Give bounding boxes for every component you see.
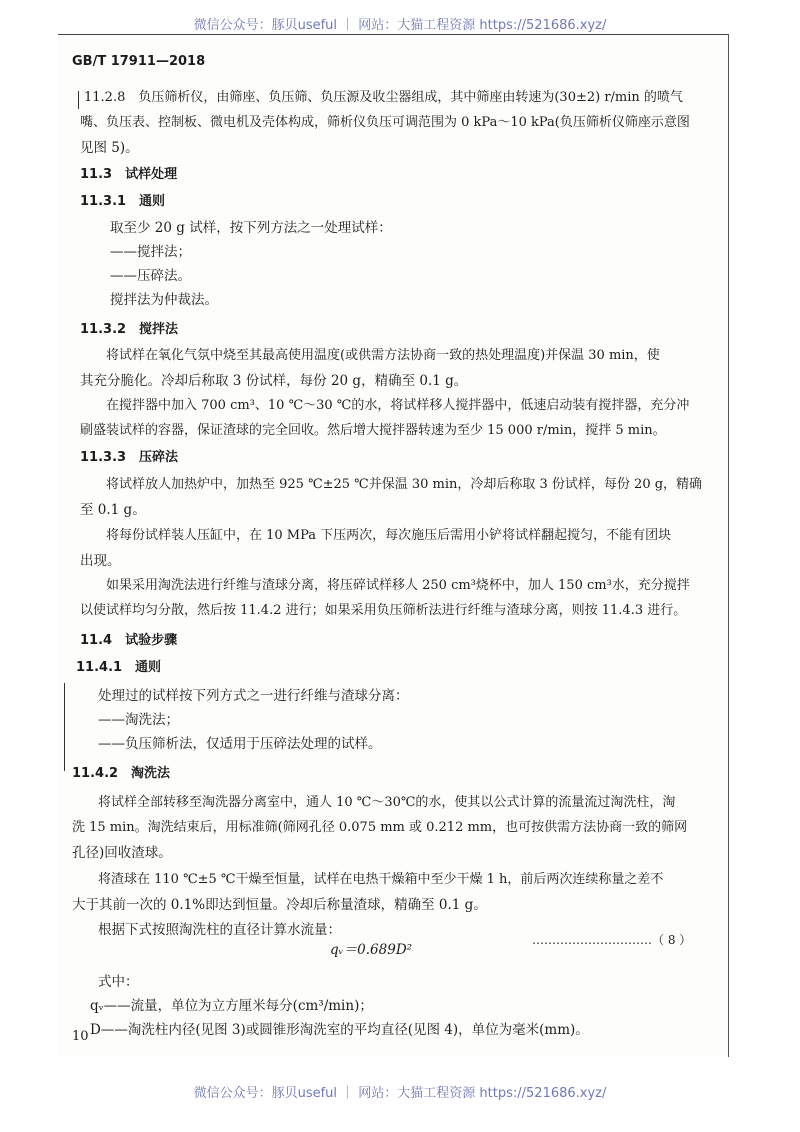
section-heading: 11.3.2 搅拌法	[80, 322, 179, 337]
change-bar	[78, 91, 79, 109]
paragraph-line: 嘴、负压表、控制板、微电机及壳体构成，筛析仪负压可调范围为 0 kPa～10 kPa(负压筛析仪筛座示意图	[80, 115, 690, 130]
list-item: ——负压筛析法，仅适用于压碎法处理的试样。	[98, 736, 382, 752]
paragraph-line: 将试样全部转移至淘洗器分离室中，通人 10 ℃～30℃的水，使其以公式计算的流量流过淘洗柱，淘	[98, 795, 676, 810]
standard-number: GB/T 17911—2018	[72, 54, 206, 69]
watermark-top: 微信公众号：豚贝useful ｜ 网站：大猫工程资源 https://521686.xyz/	[193, 18, 607, 33]
paragraph-line: 孔径)回收渣球。	[72, 845, 172, 861]
paragraph-line: 将试样放人加热炉中，加热至 925 ℃±25 ℃并保温 30 min，冷却后称取 3 份试样，每份 20 g，精确	[106, 477, 703, 492]
paragraph-line: 如果采用淘洗法进行纤维与渣球分离，将压碎试样移人 250 cm³烧杯中，加人 150 cm³水，充分搅拌	[106, 578, 690, 593]
paragraph-line: 以使试样均匀分散，然后按 11.4.2 进行；如果采用负压筛析法进行纤维与渣球分离，则按 11.4.3 进行。	[80, 603, 687, 618]
paragraph-line: 搅拌法为仲裁法。	[110, 292, 218, 308]
list-item: ——搅拌法；	[110, 244, 191, 260]
watermark-bottom: 微信公众号：豚贝useful ｜ 网站：大猫工程资源 https://521686.xyz/	[193, 1086, 607, 1101]
paragraph-line: 根据下式按照淘洗柱的直径计算水流量：	[98, 922, 341, 938]
paragraph-line: 洗 15 min。淘洗结束后，用标准筛(筛网孔径 0.075 mm 或 0.212 mm，也可按供需方法协商一致的筛网	[72, 820, 688, 835]
section-heading: 11.4.1 通则	[76, 660, 162, 675]
paragraph-line: 见图 5)。	[80, 140, 139, 156]
paragraph-line: 大于其前一次的 0.1%即达到恒量。冷却后称量渣球，精确至 0.1 g。	[72, 897, 487, 913]
where-label: 式中：	[98, 974, 139, 990]
paragraph-line: 至 0.1 g。	[80, 502, 146, 518]
section-heading: 11.4.2 淘洗法	[72, 766, 171, 781]
formula: qᵥ＝0.689D²	[330, 942, 413, 958]
paragraph-line: 其充分脆化。冷却后称取 3 份试样，每份 20 g，精确至 0.1 g。	[80, 373, 468, 389]
paragraph-line: 将渣球在 110 ℃±5 ℃干燥至恒量，试样在电热干燥箱中至少干燥 1 h，前后两次连续称量之差不	[98, 872, 664, 887]
paragraph-line: 出现。	[80, 553, 121, 569]
paragraph-line: 取至少 20 g 试样，按下列方法之一处理试样：	[110, 220, 392, 236]
list-item: ——压碎法。	[110, 268, 191, 284]
change-bar	[64, 683, 65, 771]
paragraph-line: 刷盛装试样的容器，保证渣球的完全回收。然后增大搅拌器转速为至少 15 000 r/min，搅拌 5 min。	[80, 423, 666, 438]
section-heading: 11.3 试样处理	[80, 167, 178, 182]
paragraph-line: 将每份试样装人压缸中，在 10 MPa 下压两次，每次施压后需用小铲将试样翻起搅匀，不能有团块	[106, 528, 672, 543]
section-heading: 11.4 试验步骤	[80, 633, 178, 648]
list-item: ——淘洗法；	[98, 712, 179, 728]
section-heading: 11.3.1 通则	[80, 194, 166, 209]
section-heading: 11.3.3 压碎法	[80, 450, 179, 465]
page-number: 10	[72, 1029, 89, 1044]
variable-definition: qᵥ——流量，单位为立方厘米每分(cm³/min)；	[90, 998, 373, 1014]
paragraph-line: 在搅拌器中加入 700 cm³、10 ℃～30 ℃的水，将试样移人搅拌器中，低速启动装有搅拌器，充分冲	[106, 398, 690, 413]
paragraph-line: 处理过的试样按下列方式之一进行纤维与渣球分离：	[98, 688, 409, 704]
formula-reference: …………………………（ 8 ）	[532, 933, 692, 947]
document-page	[58, 34, 729, 1057]
paragraph-line: 将试样在氧化气氛中烧至其最高使用温度(或供需方法协商一致的热处理温度)并保温 30 min，使	[106, 348, 660, 363]
variable-definition: D——淘洗柱内径(见图 3)或圆锥形淘洗室的平均直径(见图 4)，单位为毫米(mm)。	[90, 1022, 589, 1038]
paragraph-line: 11.2.8 负压筛析仪，由筛座、负压筛、负压源及收尘器组成，其中筛座由转速为(30±2) r/min 的喷气	[84, 90, 683, 105]
